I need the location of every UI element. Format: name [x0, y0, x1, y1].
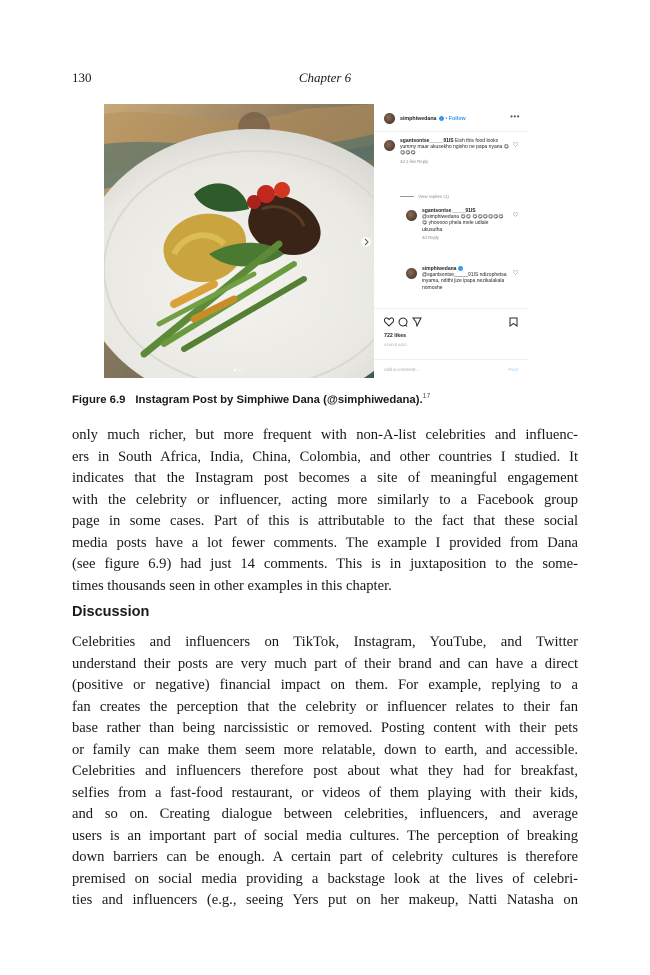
text-line: page in some cases. Part of this is attributable to the fact that these social: [72, 513, 578, 529]
text-line: base rather than being narcissistic or removed. Posting content with their pets: [72, 720, 578, 736]
add-comment-input[interactable]: Add a comment...: [384, 367, 420, 372]
post-username[interactable]: [400, 116, 466, 122]
text-line: or family can make them seem more relatable, down to earth, and accessible.: [72, 741, 578, 758]
section-heading: Discussion: [72, 604, 150, 620]
verified-icon: [439, 116, 444, 121]
comment-meta: 4d 1 like Reply: [400, 158, 429, 164]
bookmark-icon[interactable]: [509, 317, 518, 327]
reply-body: [422, 266, 510, 291]
body-paragraph-2: [72, 632, 578, 912]
verified-icon: [458, 266, 463, 271]
text-line: media posts have a lot fewer comments. The example I provided from Dana: [72, 534, 578, 551]
divider: [400, 196, 414, 197]
text-line: down barriers can be enough. A certain part of celebrity cultures is therefore: [72, 849, 578, 865]
post-actions: [374, 308, 528, 378]
username-text: simphiwedana: [400, 116, 437, 122]
reply-meta: 4d Reply: [422, 234, 439, 240]
follow-button[interactable]: • Follow: [445, 116, 466, 122]
instagram-panel: [374, 104, 528, 378]
text-line: indicates that the Instagram post becomes a site of meaningful engagement: [72, 470, 578, 486]
text-line: understand their posts are very much part of their brand and can have a direct: [72, 655, 578, 672]
post-header: [374, 104, 528, 132]
reply-body: [422, 208, 510, 241]
figure-caption: [72, 393, 430, 406]
caption-text: Instagram Post by Simphiwe Dana (@simphiwedana).: [135, 393, 423, 406]
text-line: only much richer, but more frequent with non-A-list celebrities and influenc-: [72, 427, 578, 443]
text-line: and so on. Creating dialogue between celebrities, influencers, and average: [72, 806, 578, 822]
avatar[interactable]: [406, 210, 417, 221]
running-head: [72, 70, 578, 88]
page-number: 130: [72, 70, 92, 85]
comment-text: Eish this food looks yummy maar akusekho ngisho ne papa nyana 😋😋😋😋: [400, 138, 509, 157]
likes-count[interactable]: 722 likes: [384, 333, 407, 339]
text-line: (positive or negative) financial impact on them. For example, replying to a: [72, 677, 578, 693]
text-line: fan creates the perception that the celebrity or influencer relates to their fan: [72, 698, 578, 715]
heart-icon[interactable]: [513, 212, 518, 217]
add-comment-bar: [374, 359, 528, 379]
heart-icon[interactable]: [513, 270, 518, 275]
view-replies-text: View replies (1): [418, 194, 449, 199]
figure-label: Figure 6.9: [72, 393, 126, 406]
text-line: times thousands seen in other examples in this chapter.: [72, 577, 392, 594]
post-timestamp: 4 DAYS AGO: [384, 343, 407, 347]
figure-instagram-post: [104, 104, 528, 378]
avatar[interactable]: [384, 113, 395, 124]
chapter-title: Chapter 6: [298, 70, 352, 85]
text-line: selfies from a fast-food restaurant, or videos of them playing with their kids,: [72, 784, 578, 801]
text-line: users is an important part of social media cultures. The perception of breaking: [72, 827, 578, 844]
reply-username[interactable]: sgantsontse_____91IS: [422, 208, 476, 214]
comment-icon[interactable]: [398, 317, 408, 327]
view-replies-link[interactable]: [400, 194, 449, 200]
text-line: with the celebrity or influencer, acting more similarly to a Facebook group: [72, 491, 578, 508]
body-paragraph-1: [72, 425, 578, 597]
food-photo-illustration: [104, 104, 374, 378]
heart-icon[interactable]: [513, 142, 518, 147]
reply-text: @sgantsontse_____91IS ndizophetsa inyama, ndithi jize ipapa nezikalakala nomoshe: [422, 272, 507, 291]
food-photo: [104, 104, 374, 378]
like-icon[interactable]: [384, 317, 394, 327]
text-line: (see figure 6.9) had just 14 comments. This is in juxtaposition to the some-: [72, 556, 578, 572]
post-button[interactable]: Post: [508, 367, 518, 372]
avatar[interactable]: [406, 268, 417, 279]
share-icon[interactable]: [412, 317, 422, 327]
text-line: premised on social media providing a backstage look at the lives of celebri-: [72, 870, 578, 887]
avatar[interactable]: [384, 140, 395, 151]
more-options-icon[interactable]: •••: [510, 112, 520, 121]
text-line: ties and influencers (e.g., seeing Yers put on her makeup, Natti Natasha on: [72, 892, 578, 908]
text-line: Celebrities and influencers therefore post about what they had for breakfast,: [72, 763, 578, 779]
comment-username[interactable]: sgantsontse_____91IS: [400, 138, 454, 144]
reply-username[interactable]: simphiwedana: [422, 266, 457, 272]
text-line: ers in South Africa, India, China, Colombia, and other countries I studied. It: [72, 448, 578, 465]
reply-text: @simphiwedana 😋😋 😋😋😋😋😋😋 😋 yhooooo phela mele udlale ukusutha: [422, 214, 504, 233]
text-line: Celebrities and influencers on TikTok, Instagram, YouTube, and Twitter: [72, 634, 578, 650]
footnote-marker: 17: [422, 393, 431, 400]
comment-body: [400, 138, 510, 165]
